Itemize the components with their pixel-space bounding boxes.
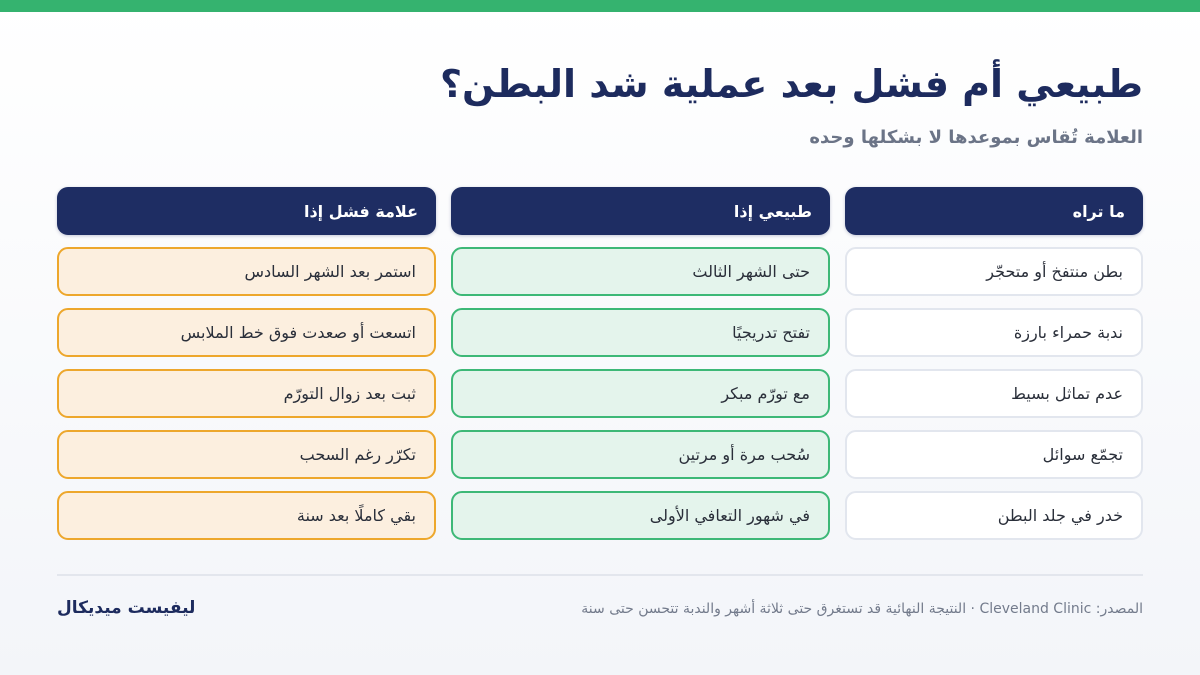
row-3-failure: ثبت بعد زوال التورّم	[57, 369, 436, 418]
row-3-normal: مع تورّم مبكر	[451, 369, 830, 418]
row-1-sign: بطن منتفخ أو متحجّر	[845, 247, 1143, 296]
row-2-failure: اتسعت أو صعدت فوق خط الملابس	[57, 308, 436, 357]
header-failure-if: علامة فشل إذا	[57, 187, 436, 235]
row-2-sign: ندبة حمراء بارزة	[845, 308, 1143, 357]
comparison-table	[57, 187, 1143, 540]
row-3-sign: عدم تماثل بسيط	[845, 369, 1143, 418]
row-4-sign: تجمّع سوائل	[845, 430, 1143, 479]
row-4-failure: تكرّر رغم السحب	[57, 430, 436, 479]
header-what-you-see: ما تراه	[845, 187, 1143, 235]
source-note: المصدر: Cleveland Clinic · النتيجة النهائية قد تستغرق حتى ثلاثة أشهر والندبة تتحسن حتى سنة	[581, 601, 1143, 617]
top-accent-bar	[0, 0, 1200, 12]
header-normal-if: طبيعي إذا	[451, 187, 830, 235]
row-5-sign: خدر في جلد البطن	[845, 491, 1143, 540]
row-1-failure: استمر بعد الشهر السادس	[57, 247, 436, 296]
row-4-normal: سُحب مرة أو مرتين	[451, 430, 830, 479]
page-title: طبيعي أم فشل بعد عملية شد البطن؟	[440, 62, 1143, 106]
row-1-normal: حتى الشهر الثالث	[451, 247, 830, 296]
row-5-normal: في شهور التعافي الأولى	[451, 491, 830, 540]
footer-divider	[57, 574, 1143, 576]
row-2-normal: تفتح تدريجيًا	[451, 308, 830, 357]
brand-name: ليفيست ميديكال	[57, 598, 196, 618]
page-subtitle: العلامة تُقاس بموعدها لا بشكلها وحده	[809, 127, 1143, 148]
row-5-failure: بقي كاملًا بعد سنة	[57, 491, 436, 540]
